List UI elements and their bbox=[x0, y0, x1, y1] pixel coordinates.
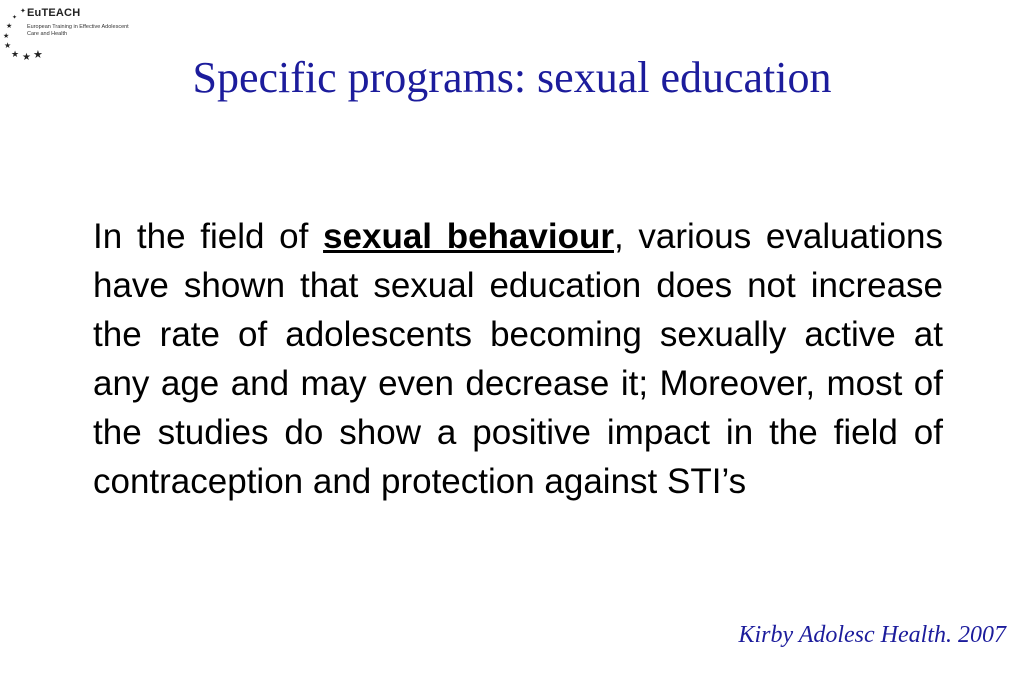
citation: Kirby Adolesc Health. 2007 bbox=[738, 622, 1006, 648]
svg-text:★: ★ bbox=[22, 52, 31, 63]
logo-subtitle-line-2: Care and Health bbox=[27, 31, 68, 37]
body-text-emphasis: sexual behaviour bbox=[323, 217, 614, 256]
logo-subtitle bbox=[27, 24, 129, 38]
svg-text:✦: ✦ bbox=[12, 14, 18, 21]
svg-text:★: ★ bbox=[3, 32, 10, 40]
svg-text:★: ★ bbox=[6, 22, 13, 30]
body-text-rest: , various evaluations have shown that sexual education does not increase the rate of adolescents becoming sexually active at any age and may even decrease it; Moreover, most of the studies do show a positive impact in the field of contraception and protection against STI’s bbox=[93, 217, 944, 501]
svg-text:✦: ✦ bbox=[20, 7, 26, 15]
svg-text:★: ★ bbox=[11, 50, 20, 60]
svg-text:★: ★ bbox=[33, 48, 43, 61]
slide-title: Specific programs: sexual education bbox=[192, 53, 832, 102]
body-text-intro: In the field of bbox=[93, 217, 324, 256]
slide-body-text bbox=[93, 212, 943, 506]
logo-subtitle-line-1: European Training in Effective Adolescent bbox=[27, 24, 129, 30]
logo-title: EuTEACH bbox=[27, 7, 81, 19]
svg-text:★: ★ bbox=[4, 41, 12, 50]
